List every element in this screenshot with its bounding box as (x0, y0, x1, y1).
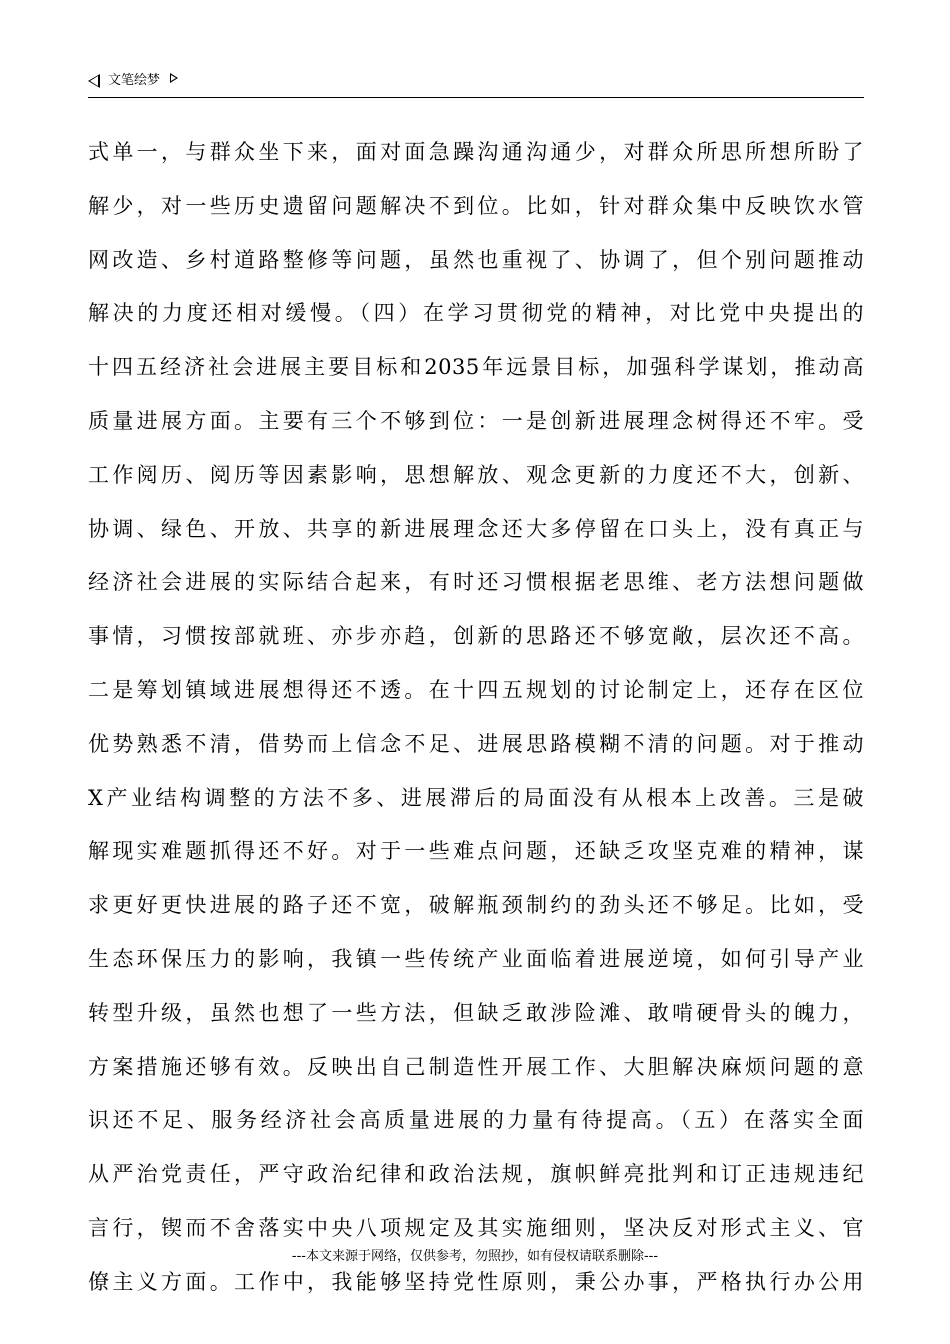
body-text (88, 126, 864, 1310)
text-line: 僚主义方面。工作中，我能够坚持党性原则，秉公办事，严格执行办公用 (88, 1269, 864, 1294)
text-line: 生态环保压力的影响，我镇一些传统产业面临着进展逆境，如何引导产业 (88, 946, 864, 971)
text-line: 工作阅历、阅历等因素影响，思想解放、观念更新的力度还不大，创新、 (88, 462, 864, 487)
text-line: 转型升级，虽然也想了一些方法，但缺乏敢涉险滩、敢啃硬骨头的魄力， (88, 1000, 864, 1025)
footer-notice: ---本文来源于网络，仅供参考，勿照抄，如有侵权请联系删除--- (291, 1249, 659, 1264)
text-line: 经济社会进展的实际结合起来，有时还习惯根据老思维、老方法想问题做 (88, 570, 864, 595)
page-header (88, 70, 864, 98)
header-brand: 文笔绘梦 (108, 73, 161, 88)
triangle-left-icon (88, 74, 100, 88)
text-line: 优势熟悉不清，借势而上信念不足、进展思路模糊不清的问题。对于推动 (88, 731, 864, 756)
text-line: 求更好更快进展的路子还不宽，破解瓶颈制约的劲头还不够足。比如，受 (88, 893, 864, 918)
text-line: 解少，对一些历史遗留问题解决不到位。比如，针对群众集中反映饮水管 (88, 193, 864, 218)
text-line: 解决的力度还相对缓慢。（四）在学习贯彻党的精神，对比党中央提出的 (88, 301, 864, 326)
header-brand-group (88, 72, 178, 90)
text-line: X产业结构调整的方法不多、进展滞后的局面没有从根本上改善。三是破 (88, 785, 864, 810)
text-line: 言行，锲而不舍落实中央八项规定及其实施细则，坚决反对形式主义、官 (88, 1215, 864, 1240)
text-line: 十四五经济社会进展主要目标和2035年远景目标，加强科学谋划，推动高 (88, 355, 864, 380)
text-line: 网改造、乡村道路整修等问题，虽然也重视了、协调了，但个别问题推动 (88, 247, 864, 272)
text-line: 协调、绿色、开放、共享的新进展理念还大多停留在口头上，没有真正与 (88, 516, 864, 541)
text-line: 解现实难题抓得还不好。对于一些难点问题，还缺乏攻坚克难的精神，谋 (88, 839, 864, 864)
text-line: 事情，习惯按部就班、亦步亦趋，创新的思路还不够宽敞，层次还不高。 (88, 624, 864, 649)
text-line: 二是筹划镇域进展想得还不透。在十四五规划的讨论制定上，还存在区位 (88, 677, 864, 702)
text-line: 从严治党责任，严守政治纪律和政治法规，旗帜鲜亮批判和订正违规违纪 (88, 1162, 864, 1187)
text-line: 识还不足、服务经济社会高质量进展的力量有待提高。（五）在落实全面 (88, 1108, 864, 1133)
text-line: 质量进展方面。主要有三个不够到位：一是创新进展理念树得还不牢。受 (88, 408, 864, 433)
triangle-right-icon (170, 73, 178, 83)
text-line: 式单一，与群众坐下来，面对面急躁沟通沟通少，对群众所思所想所盼了 (88, 140, 864, 164)
text-line: 方案措施还够有效。反映出自己制造性开展工作、大胆解决麻烦问题的意 (88, 1054, 864, 1079)
